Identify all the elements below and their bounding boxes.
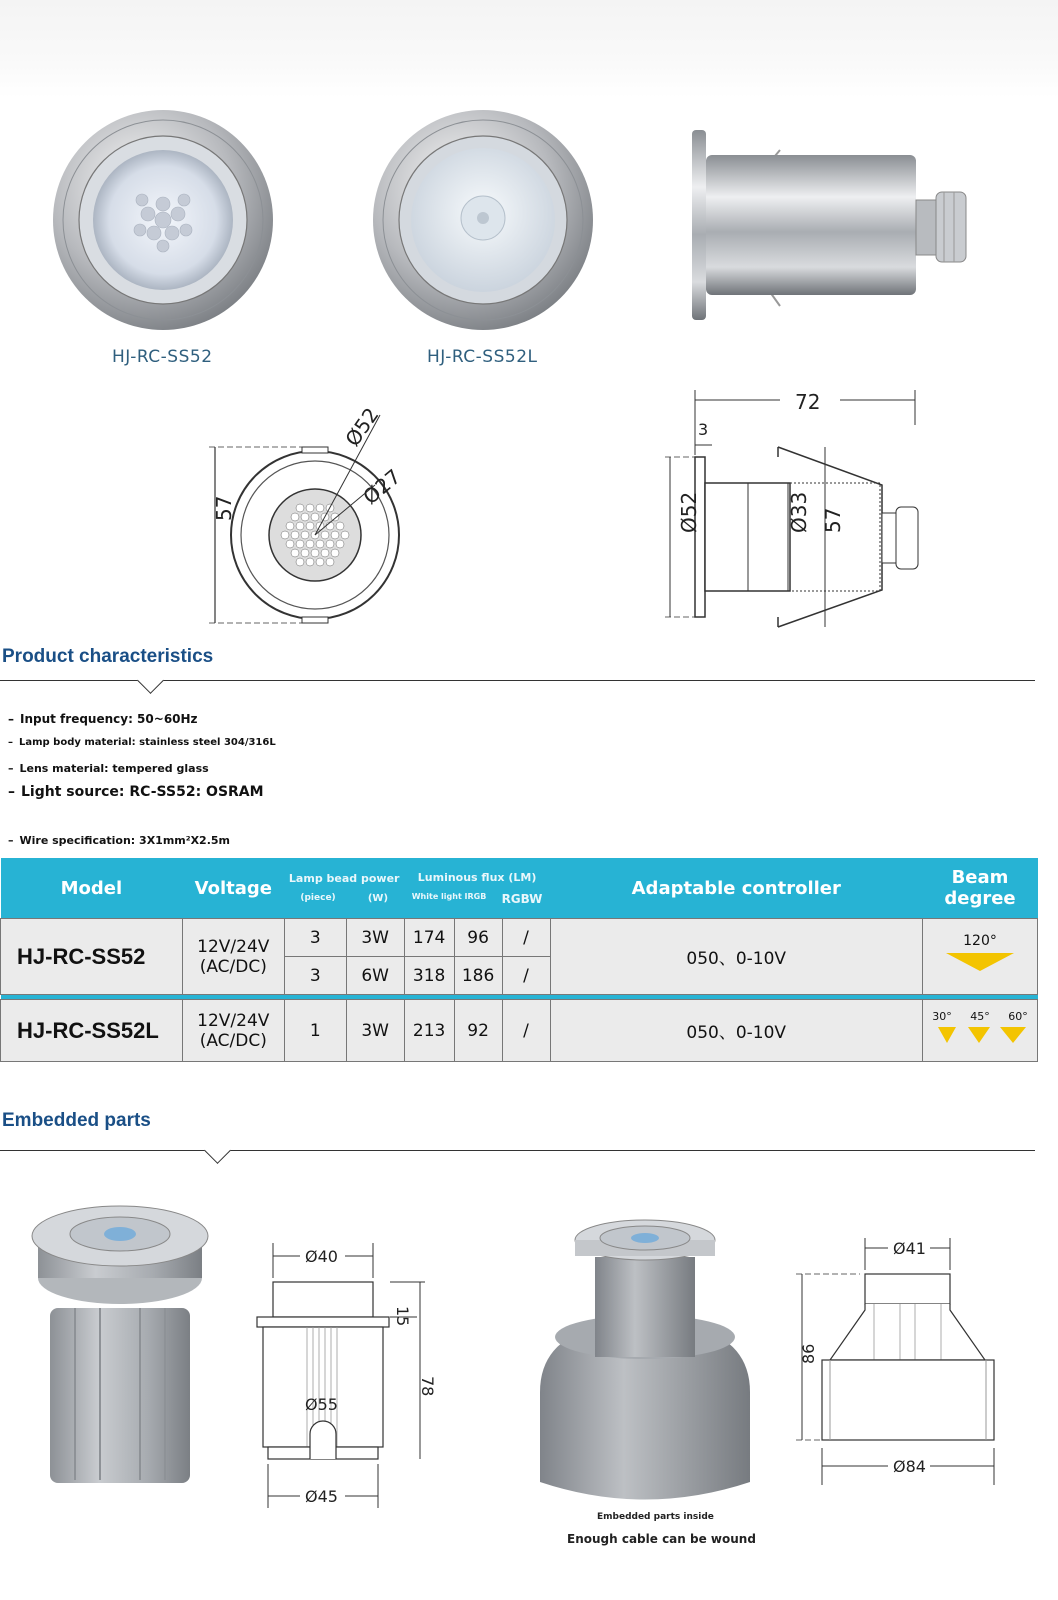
th-power-piece: (piece) bbox=[300, 893, 336, 903]
table-row bbox=[1, 1000, 1038, 1062]
embedded-caption-small: Embedded parts inside bbox=[597, 1512, 714, 1522]
th-flux-label: Luminous flux (LM) bbox=[417, 870, 537, 884]
body-dia-label: Ø33 bbox=[787, 491, 811, 533]
cell-rgb: 186 bbox=[454, 957, 502, 995]
caption-ss52: HJ-RC-SS52 bbox=[112, 347, 213, 367]
embedded1-h1-label: 15 bbox=[393, 1306, 412, 1327]
cell-pieces: 3 bbox=[284, 919, 346, 957]
beam-narrow-icons bbox=[930, 1023, 1030, 1047]
embedded1-mid-label: Ø55 bbox=[305, 1395, 338, 1414]
embedded-title: Embedded parts bbox=[2, 1110, 151, 1131]
voltage-line1: 12V/24V bbox=[197, 936, 270, 957]
th-power-label: Lamp bead power bbox=[288, 872, 400, 885]
beam-label: 120° bbox=[963, 933, 997, 949]
cell-model: HJ-RC-SS52L bbox=[1, 1000, 183, 1062]
voltage-line2: (AC/DC) bbox=[199, 1030, 267, 1051]
char-item: – Light source: RC-SS52: OSRAM bbox=[8, 784, 264, 800]
spec-table bbox=[0, 858, 1038, 1062]
cell-beam bbox=[923, 919, 1038, 995]
embedded-rule bbox=[0, 1150, 1035, 1151]
char-item: – Lamp body material: stainless steel 304/316L bbox=[8, 737, 276, 748]
front-drawing bbox=[195, 395, 435, 640]
cell-pieces: 1 bbox=[284, 1000, 346, 1062]
char-item: – Lens material: tempered glass bbox=[8, 762, 209, 775]
cell-watts: 3W bbox=[346, 1000, 404, 1062]
lamp-photo-ss52l bbox=[373, 110, 593, 330]
th-power bbox=[284, 858, 404, 919]
cell-controller: 050、0-10V bbox=[550, 919, 923, 995]
cell-white: 213 bbox=[404, 1000, 454, 1062]
cell-rgb: 92 bbox=[454, 1000, 502, 1062]
cell-white: 318 bbox=[404, 957, 454, 995]
lens-dia-label: Ø27 bbox=[358, 464, 406, 510]
side-height-label: 57 bbox=[821, 507, 845, 533]
characteristics-title: Product characteristics bbox=[2, 646, 214, 667]
embedded-caption-main: Enough cable can be wound bbox=[567, 1532, 756, 1546]
beam-60-label: 60° bbox=[1008, 1009, 1028, 1023]
flange-dia-label: Ø52 bbox=[677, 491, 701, 533]
cell-pieces: 3 bbox=[284, 957, 346, 995]
th-model: Model bbox=[1, 858, 183, 919]
embedded1-top-label: Ø40 bbox=[305, 1247, 338, 1266]
cell-watts: 3W bbox=[346, 919, 404, 957]
th-flux-white: White light IRGB bbox=[411, 891, 487, 901]
beam-45-label: 45° bbox=[970, 1009, 990, 1023]
front-height-label: 57 bbox=[212, 495, 236, 521]
embedded-photo-1 bbox=[20, 1188, 220, 1488]
char-item: – Input frequency: 50~60Hz bbox=[8, 712, 198, 726]
th-power-w: (W) bbox=[367, 893, 389, 904]
cell-watts: 6W bbox=[346, 957, 404, 995]
embedded2-bottom-label: Ø84 bbox=[893, 1457, 926, 1476]
cell-rgbw: / bbox=[502, 1000, 550, 1062]
characteristics-notch bbox=[137, 667, 164, 694]
cell-rgbw: / bbox=[502, 919, 550, 957]
th-voltage: Voltage bbox=[182, 858, 284, 919]
th-controller: Adaptable controller bbox=[550, 858, 923, 919]
flange-label: 3 bbox=[698, 420, 709, 439]
cell-controller: 050、0-10V bbox=[550, 1000, 923, 1062]
spec-header-row bbox=[1, 858, 1038, 919]
th-flux-rgbw: RGBW bbox=[501, 891, 543, 906]
cell-rgb: 96 bbox=[454, 919, 502, 957]
beam-30-label: 30° bbox=[932, 1009, 952, 1023]
embedded-photo-2 bbox=[535, 1212, 755, 1512]
side-drawing bbox=[660, 385, 940, 635]
th-flux bbox=[404, 858, 550, 919]
embedded2-height-label: 86 bbox=[799, 1343, 818, 1364]
caption-ss52l: HJ-RC-SS52L bbox=[427, 347, 538, 367]
lamp-photo-ss52 bbox=[53, 110, 273, 330]
th-beam: Beam degree bbox=[923, 858, 1038, 919]
table-row bbox=[1, 919, 1038, 957]
beam-wide-icon bbox=[940, 949, 1020, 975]
embedded1-bottom-label: Ø45 bbox=[305, 1487, 338, 1506]
top-band bbox=[0, 0, 1058, 98]
voltage-line1: 12V/24V bbox=[197, 1010, 270, 1031]
side-photo bbox=[680, 120, 980, 330]
embedded2-top-label: Ø41 bbox=[893, 1239, 926, 1258]
side-length-label: 72 bbox=[795, 390, 821, 414]
cell-voltage bbox=[182, 1000, 284, 1062]
char-item: – Wire specification: 3X1mm²X2.5m bbox=[8, 834, 230, 847]
outer-dia-label: Ø52 bbox=[340, 403, 384, 451]
product-photos bbox=[50, 110, 610, 340]
cell-voltage bbox=[182, 919, 284, 995]
embedded-notch bbox=[204, 1137, 231, 1164]
voltage-line2: (AC/DC) bbox=[199, 956, 267, 977]
cell-beam bbox=[923, 1000, 1038, 1062]
embedded1-h2-label: 78 bbox=[418, 1376, 437, 1397]
cell-white: 174 bbox=[404, 919, 454, 957]
cell-model: HJ-RC-SS52 bbox=[1, 919, 183, 995]
embedded-drawing-2 bbox=[790, 1230, 1010, 1490]
embedded-drawing-1 bbox=[245, 1238, 445, 1513]
cell-rgbw: / bbox=[502, 957, 550, 995]
